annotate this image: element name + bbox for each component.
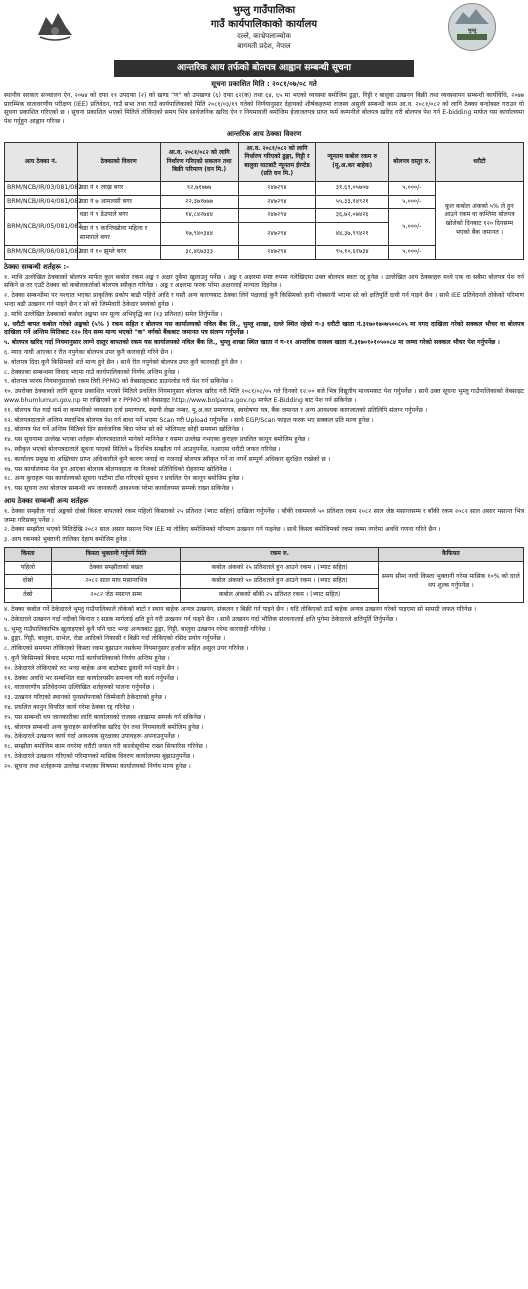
list-item: ११. बोलपत्र पेश गर्दा फर्म वा कम्पनीको व्यवसाय दर्ता प्रमाणपत्र, स्थायी लेखा नम्बर, मू.अ.कर प्रमाणपत्र, स्वघोषणा पत्र, बैंक जमानत र अन्य आवश्यक कागजातको प्रतिलिपि संलग्न गर्नुपर्नेछ । xyxy=(4,406,428,414)
terms-title: ठेक्का सम्बन्धी शर्तहरू :- xyxy=(4,262,70,271)
list-item: ६. भुम्लु गाउँपालिकाभित्र खुलाइएको कुनै पनि घाट भन्दा अन्यत्रबाट ढुङ्गा, गिट्टी, बालुवा उत्खनन गरेमा कारवाही गरिनेछ । xyxy=(4,625,271,633)
list-item: ४. ठेक्का कबोल गर्ने ठेकेदारले भुम्लु गाउँपालिकाले तोकेको बाटो र स्थान बाहेक अन्यत्र उत्खनन, संकलन र बिक्री गर्न पाइने छैन । यदि तोकिएको ठाउँ बाहेक अन्यत्र उत्खनन गरेको पाइएमा सो सामग्री जफत गरिनेछ । xyxy=(4,605,477,613)
list-item: २०. सूचना तथा शर्तहरूमा उल्लेख नभएका विषयमा कार्यालयको निर्णय मान्य हुनेछ । xyxy=(4,762,191,770)
contract-no: BRM/NCB/IR/03/081/082 xyxy=(5,181,78,195)
contract-min: ४४,३७,९९४२१ xyxy=(316,223,389,246)
installment-name: दोस्रो xyxy=(5,575,52,589)
table-row xyxy=(5,181,524,195)
contract-desc: वडा नं ९ डेउपाले बगर xyxy=(77,209,160,223)
list-item: ११. ठेक्का अवधि भर सम्बन्धित वडा कार्यालयसँग समन्वय गरी कार्य गर्नुपर्नेछ । xyxy=(4,674,179,682)
col-due-date: किस्ता भुक्तानी गर्नुपर्ने मिति xyxy=(51,548,181,562)
contract-rate: २४७२९४ xyxy=(238,195,316,209)
col-min-bid: न्यूनतम कबोल रकम रु (मू.अ.कर बाहेक) xyxy=(316,142,389,181)
col-remarks: कैफियत xyxy=(378,548,523,562)
list-item: ७. ढुङ्गा, गिट्टी, बालुवा, ग्राभेल, रोडा आदिको निकासी र बिक्री गर्दा तोकिएको रसिद प्रयोग गर्नुपर्नेछ । xyxy=(4,635,226,643)
contract-desc: वडा नं ९ कान्तिखोला महिला र सामपाले बगर xyxy=(77,223,160,246)
list-item: ८. तोकिएको समयमा तोकिएको किस्ता रकम बुझाउन नसकेमा नियमानुसार हर्जाना सहित असुल उपर गरिनेछ । xyxy=(4,645,249,653)
list-item: ७. बोलपत्र दिदा कुनै किसिमको शर्त मान्य हुने छैन । साथै रीत नपुगेको बोलपत्र उपर कुनै कारवाही हुने छैन । xyxy=(4,358,242,366)
office-header xyxy=(4,0,524,58)
terms-list xyxy=(4,274,524,494)
list-item: १०. उपरोक्त ठेक्काको लागि सूचना प्रकाशित भएको मितिले प्रचलित नियमानुसार बोलपत्र खरिद गरी मिति २०८१/०८/०५ गते दिनको १२:०० बजे भित्र विद्युतीय माध्यमबाट पेश गर्नुपर्नेछ । साथै उक्त सूचना भुम्लु गाउँपालिकाको वेबसाइट www.bhumlumun.gov.np मा राखिएको छ र PPMO को वेबसाइट http://www.bolpatra.gov.np मार्फत E-Bidding बाट पेश गर्न सकिनेछ । xyxy=(4,388,524,404)
list-item: १४. यस सूचनामा उल्लेख भएका शर्तहरू बोलपत्रदाताले मानेको मानिनेछ र यसमा उल्लेख नभएका कुराहरु प्रचलित कानून बमोजिम हुनेछ । xyxy=(4,436,310,444)
list-item: १३. बोलपत्र पेश गर्ने अन्तिम मितिको दिन सार्वजनिक बिदा परेमा सो को भोलिपल्ट सोही समयमा खोलिनेछ । xyxy=(4,426,244,434)
installment-date: ठेक्का सम्झौताको बखत xyxy=(51,561,181,575)
contract-rate: २४७२९४ xyxy=(238,223,316,246)
contract-rate: २४७२९४ xyxy=(238,209,316,223)
list-item: १२. वातावरणीय प्रतिवेदनमा उल्लिखित शर्तहरुको पालना गर्नुपर्नेछ । xyxy=(4,684,155,692)
list-item: ३. माथि उल्लेखित ठेक्काको कबोल अङ्कमा थप मूल्य अभिवृद्धि कर (१३ प्रतिशत) समेत तिर्नुपर्नेछ । xyxy=(4,310,223,318)
contract-min: ३६,७२,०७४२६ xyxy=(316,209,389,223)
installment-amount: कबोल अंकको २५ प्रतिशतले हुन आउने रकम । (भ्याट सहित) xyxy=(181,561,378,575)
contract-no: BRM/NCB/IR/05/081/082 xyxy=(5,209,78,245)
income-terms-list xyxy=(4,508,524,545)
list-item: ५. ठेकेदारले उत्खनन गर्दा नदीको किनारा र सडक मार्गलाई क्षति हुने गरी उत्खनन गर्न पाइने छैन । साथै उत्खनन गर्दा भौतिक संरचनालाई क्षति पुगेमा ठेकेदारले क्षतिपूर्ति तिर्नुपर्नेछ । xyxy=(4,615,398,623)
payment-schedule-table xyxy=(4,547,524,603)
list-item: २. ठेक्का सम्झौता भएको मितिदेखि २०८२ साल असार मसान्त भित्र IEE मा तोकिए बमोजिमको परिमाण उत्खनन गर्न पाइनेछ । साथै किस्ता बमोजिमको रकम जम्मा नगरेमा अवधि गणना गरिने छैन । xyxy=(4,526,441,534)
list-item: १५. यस सम्बन्धी थप जानकारीका लागि कार्यालयको राजस्व शाखामा सम्पर्क गर्न सकिनेछ । xyxy=(4,713,206,721)
municipality-seal-icon xyxy=(448,3,496,51)
col-description: ठेक्काको विवरण xyxy=(77,142,160,181)
list-item: ४. धरौटी बापत कबोल गरेको अङ्कको (५% ) रकम सहित र बोलपत्र यस कार्यालयको नविल बैंक लि., भुम्लु शाखा, दल्ले स्थित रहेको ग-३ धरौटी खाता नं.३१७०१७०७५००८०५ मा नगद दाखिला गरेको सक्कल भौचर वा बोलपत्र दाखिला गर्ने अन्तिम मितिबाट १२० दिन सम्म मान्य भएको "क" वर्गको बैंकबाट जमानत पत्र संलग्न गर्नुपर्नेछ । xyxy=(4,320,524,337)
list-item: १६. बोलपत्र सम्बन्धी अन्य कुराहरू सार्वजनिक खरिद ऐन तथा नियमावली बमोजिम हुनेछ । xyxy=(4,723,204,731)
list-item: ९. कुनै किसिमको बिवाद भएमा गाउँ कार्यपालिकाको निर्णय अन्तिम हुनेछ । xyxy=(4,654,170,662)
contract-desc: वडा नं १० झुम्ले बगर xyxy=(77,245,160,259)
col-deposit: धरौटी xyxy=(435,142,523,181)
list-item: ८. ठेक्काका सम्बन्धमा विवाद भएमा गाउँ कार्यपालिकाको निर्णय अन्तिम हुनेछ । xyxy=(4,368,180,376)
list-item: १८. सम्झौता बमोजिम काम नगरेमा धरौटी जफत गरी कालोसूचीमा राख्न सिफारिस गरिनेछ । xyxy=(4,743,208,751)
contract-qty: १४,८४२७४४ xyxy=(160,209,238,223)
col-rate: आ.व. २०८१/०८२ को लागि निर्धारण गरिएको ढुङ्गा, गिट्टी र बालुवा घाटबाटै न्यूनतम ईरन्टेड (प्रति घन मि.) xyxy=(238,142,316,181)
installment-name: पहिलो xyxy=(5,561,52,575)
col-installment: किस्ता xyxy=(5,548,52,562)
contract-qty: ३८,४६७३३३ xyxy=(160,245,238,259)
list-item: १९. यस सूचना तथा बोलपत्र सम्बन्धी थप जानकारी आवश्यक परेमा कार्यालयमा सम्पर्क राख्न सकिनेछ । xyxy=(4,485,234,493)
list-item: १७. ठेकेदारले उत्खनन कार्य गर्दा आवश्यक सुरक्षाका उपायहरू अपनाउनुपर्नेछ । xyxy=(4,733,180,741)
province-name: बागमती प्रदेश, नेपाल xyxy=(237,42,291,51)
contract-min: ३१,६९,०५७०७ xyxy=(316,181,389,195)
table-title: आन्तरिक आय ठेक्का विवरण xyxy=(226,129,302,138)
col-amount: रकम रु. xyxy=(181,548,378,562)
installment-date: २०८२ जेठ मसान्त सम्म xyxy=(51,589,181,603)
list-item: १. ठेक्का सम्झौता गर्दा अङ्कको दोस्रो किस्ता बापतको रकम पहिलो किस्ताको २५ प्रतिशत (भ्याट सहित) दाखिला गर्नुपर्नेछ । बाँकी रकममध्ये ५० प्रतिशत रकम २०८२ साल जेष्ठ मसान्तसम्म र बाँकी रकम २०८२ साल असार मसान्त भित्र जम्मा गरिसक्नु पर्नेछ । xyxy=(4,507,524,524)
list-item: १०. ठेकेदारले तोकिएको रुट भन्दा बाहेक अन्य बाटोबाट ढुवानी गर्न पाइने छैन । xyxy=(4,664,179,672)
contract-no: BRM/NCB/IR/06/081/082 xyxy=(5,245,78,259)
deposit-cell: कूल कबोल अंकको ५% ले हुन आउने रकम वा कम्तिमा बोलपत्र खोलेको दिनबाट १२० दिनसम्म भएको बैंक जमानत । xyxy=(435,181,523,259)
list-item: २. ठेक्का सम्बन्धीमा पर पश्चात भएका प्राकृतिक प्रकोप बाढी पहिरो आदि र यस्तै अन्य कारणबाट ठेक्का लिने पक्षलाई कुनै किसिमको हानी नोक्सानी भएमा सो को क्षतिपूर्ति दावी गर्न पाइने छैन । साथै IEE प्रतिवेदनले तोकेको परिमाण भन्दा बढी उत्खनन गर्न पाइने छैन र सो को जिम्मेवारी ठेकेदार स्वयंको हुनेछ । xyxy=(4,292,524,308)
office-name: गाउँ कार्यपालिकाको कार्यालय xyxy=(210,19,318,31)
notice-banner: आन्तरिक आय तर्फको बोलपत्र आह्वान सम्बन्धी सूचना xyxy=(114,60,414,77)
list-item: ३. आय रकमको भुक्तानी तालिका देहाय बमोजिम हुनेछ : xyxy=(4,536,131,544)
list-item: ९. बोलपत्र फारम नियमानुसारको रकम तिरी PPMO को वेबसाइटबाट डाउनलोड गरी पेश गर्न सकिनेछ । xyxy=(4,378,233,386)
col-contract-no: आय ठेक्का नं. xyxy=(5,142,78,181)
list-item: १७. यस कार्यालयमा पेश हुन आएका बोलपत्र बोलपत्रदाता वा निजको प्रतिनिधिको रोहवरमा खोलिनेछ । xyxy=(4,465,232,473)
national-emblem-icon xyxy=(34,5,76,45)
table-header-row xyxy=(5,548,524,562)
list-item: १३. उत्खनन गरिएको स्थानको पुनर्स्थापनाको जिम्मेवारी ठेकेदारको हुनेछ । xyxy=(4,694,167,702)
contract-rate: २४७२९४ xyxy=(238,181,316,195)
list-item: १८. अन्य कुराहरू यस कार्यालयको सूचना पाटीमा टाँस गरिएको सूचना र प्रचलित ऐन कानून बमोजिम हुनेछ । xyxy=(4,475,244,483)
list-item: १. माथि उल्लेखित ठेक्काको बोलपत्र मार्फत कूल कबोल रकम अङ्क र अक्षर दुबैमा खुलाउनु पर्नेछ । अङ्क र अक्षरमा स्पष्ट रुपमा नलेखिएमा उक्त बोलपत्र स्वतः रद्द हुनेछ । उल्लेखित आय ठेक्काहरु मध्ये एक वा सबैमा बोलपत्र पेश गर्न सकिने छ तर एउटै ठेक्का को कबोलकर्ताको बोलपत्र स्वीकृत गरिनेछ । अङ्क र अक्षरमा फरक परेमा अक्षरलाई मान्यता दिइनेछ । xyxy=(4,273,524,290)
col-fee: बोलपत्र दस्तुर रु. xyxy=(389,142,436,181)
contract-min: ५५,३३,१४९२१ xyxy=(316,195,389,209)
contract-qty: २२,३७१७७७ xyxy=(160,195,238,209)
col-quantity: आ.व. २०८१/०८२ को लागि निर्धारण गरिएको सकलन तथा बिक्री परिमाण (घन मि.) xyxy=(160,142,238,181)
installment-date: २०८२ साल माघ मसान्तभित्र xyxy=(51,575,181,589)
income-terms-title: आय ठेक्का सम्बन्धी अन्य शर्तहरू xyxy=(4,496,89,505)
contract-min: ९५,१०,६१७३४ xyxy=(316,245,389,259)
list-item: १६. कार्यालय प्रमुख वा अख्तियार प्राप्त अधिकारीले कुनै कारण जनाई वा नजनाई बोलपत्र स्वीकृत गर्ने वा नगर्ने सम्पूर्ण अधिकार सुरक्षित राखेको छ । xyxy=(4,455,331,463)
final-terms-list xyxy=(4,606,524,772)
contract-desc: वडा नं १ जाख्र बगर xyxy=(77,181,160,195)
contract-rate: २४७२९४ xyxy=(238,245,316,259)
contract-qty: १७,९४०३४४ xyxy=(160,223,238,246)
table-header-row xyxy=(5,142,524,181)
contract-fee: ५,०००/- xyxy=(389,195,436,209)
list-item: ५. बोलपत्र खरिद गर्दा नियमानुसार लाग्ने दस्तुर बापतको रकम यस कार्यालयको नविल बैंक लि., भुम्लु शाखा स्थित खाता नं ग-११ आन्तरिक राजश्व खाता नं.३१७०१०१०५००८४ मा जम्मा गरेको सक्कल भौचर पेश गर्नुपर्नेछ । xyxy=(4,339,500,347)
contract-desc: वडा नं ७ आमलसी बगर xyxy=(77,195,160,209)
list-item: ६. म्याद नाघी आएका र रीत नपुगेका बोलपत्र उपर कुनै कारवाही गरिने छैन । xyxy=(4,348,173,356)
list-item: १९. ठेकेदारले उत्खनन गरिएको परिमाणको मासिक विवरण कार्यालयमा बुझाउनुपर्नेछ । xyxy=(4,752,195,760)
list-item: १४. प्रचलित कानुन विपरित कार्य गरेमा ठेक्का रद्द गरिनेछ । xyxy=(4,703,135,711)
contract-fee: ५,०००/- xyxy=(389,245,436,259)
publication-date: सूचना प्रकाशित मिति : २०८१/०७/०८ गते xyxy=(211,79,317,88)
intro-paragraph: स्थानीय सरकार सञ्चालन ऐन, २०७४ को दफा ११ उपदफा (२) को खण्ड "ण" को उपखण्ड (६) दफा ६२(क) तथा ६४, ६५ मा भएको व्यवस्था बमोजिम ढुङ्गा, गिट्टी र बालुवा उत्खनन बिक्री तथा व्यवस्थापन सम्बन्धी कार्यविधि, २०७७ प्रारम्भिक वातावरणीय परीक्षण (IEE) प्रतिवेदन, गाउँ सभा तथा गाउँ कार्यपालिकाको मिति २०८१/०३/१९ गतेको निर्णयानुसार देहायको शीर्षकहरुमा राजस्व असुली सम्बन्धी काम आ.व. २०८१/०८२ को लागि ठेक्का बन्दोबस्त गराउन यो सूचना प्रकाशित गरिएको छ । सूचना प्रकाशित भएको मितिले तोकिएको समय भित्र सार्वजनिक खरिद ऐन र नियमावली बमोजिम ईजाजतपत्र प्राप्त फर्म कम्पनीले बोलपत्र खरिद गरी बोलपत्र पेश गर्न E-bidding मार्फत यस कार्यालयमा पेश गर्नुहुन आह्वान गरिन्छ । xyxy=(4,91,524,126)
table-row xyxy=(5,561,524,575)
installment-amount: कबोल अंकको बाँकी २५ प्रतिशत रकम । (भ्याट सहित) xyxy=(181,589,378,603)
municipality-name: भुम्लु गाउँपालिका xyxy=(232,5,296,16)
installment-name: तेस्रो xyxy=(5,589,52,603)
contract-fee: ५,०००/- xyxy=(389,209,436,245)
list-item: १५. स्वीकृत भएको बोलपत्रदाताले सूचना पाएको मितिले ७ दिनभित्र सम्झौता गर्न आउनुपर्नेछ, नआएमा धरौटी जफत गरिनेछ । xyxy=(4,445,281,453)
contract-fee: ५,०००/- xyxy=(389,181,436,195)
contract-no: BRM/NCB/IR/04/081/082 xyxy=(5,195,78,209)
office-address: दल्ले, काभ्रेपलाञ्चोक xyxy=(237,32,291,41)
installment-amount: कबोल अंकको ५० प्रतिशतले हुन आउने रकम । (भ्याट सहित) xyxy=(181,575,378,589)
income-contract-table xyxy=(4,142,524,260)
list-item: १२. बोलपत्रदाताले अन्तिम म्यादभित्र बोलपत्र पेश गर्न बाधा पर्ने भएमा Scan गरी Upload गर्नुपर्नेछ । साथै EGP/Scan फाइल फरक भए सक्कल प्रति मान्य हुनेछ । xyxy=(4,416,374,424)
contract-qty: १२,७१७७७ xyxy=(160,181,238,195)
payment-remark: समय सीमा नाघी किस्ता भुक्तानी गरेमा मासिक १०% को दरले थप शुल्क गर्नुपर्नेछ । xyxy=(378,561,523,602)
seal-text: भुम्लु xyxy=(467,28,477,34)
